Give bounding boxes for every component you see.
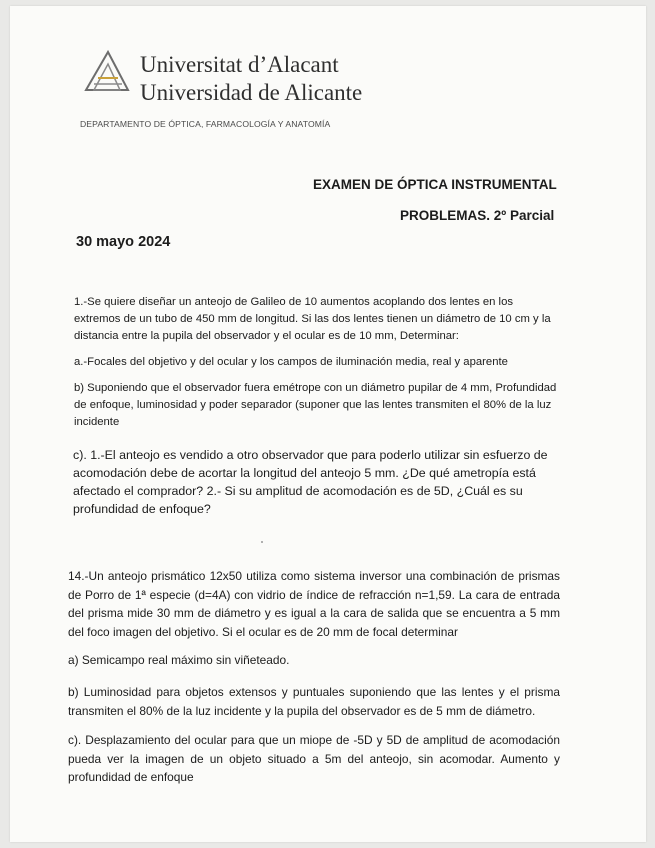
exam-subtitle: PROBLEMAS. 2º Parcial [400, 208, 555, 223]
scan-speck [261, 541, 263, 543]
problem-1-part-a: a.-Focales del objetivo y del ocular y los campos de iluminación media, real y aparente [74, 356, 508, 368]
exam-date: 30 mayo 2024 [76, 234, 171, 250]
problem-14-part-b: b) Luminosidad para objetos extensos y puntuales suponiendo que las lentes y el prisma transmiten el 80% de la luz incidente y la pupila del observador es de 5 mm de diámetro. [68, 685, 560, 718]
university-name-spanish: Universidad de Alicante [140, 80, 363, 105]
problem-1-part-c: c). 1.-El anteojo es vendido a otro observador que para poderlo utilizar sin esfuerzo de acomodación debe de acortar la longitud del anteojo 5 mm. ¿De qué ametropía está afectado el comprador? 2.- Si su amplitud de acomodación es de 5D, ¿Cuál es su profundidad de enfoque? [73, 448, 548, 516]
department-name: DEPARTAMENTO DE ÓPTICA, FARMACOLOGÍA Y ANATOMÍA [80, 119, 331, 129]
problem-14-part-a: a) Semicampo real máximo sin viñeteado. [68, 653, 290, 667]
problem-14-part-c: c). Desplazamiento del ocular para que un miope de -5D y 5D de amplitud de acomodación pueda ver la imagen de un objeto situado a 5m del anteojo, sin acomodar. Aumento y profundidad de enfoque [68, 733, 560, 784]
problem-1-statement: 1.-Se quiere diseñar un anteojo de Galileo de 10 aumentos acoplando dos lentes en los extremos de un tubo de 450 mm de longitud. Si las dos lentes tienen un diámetro de 10 cm y la distancia entre la pupila del observador y el ocular es de 10 mm, Determinar: [74, 296, 551, 342]
university-name-valencian: Universitat d’Alacant [140, 52, 339, 77]
exam-title: EXAMEN DE ÓPTICA INSTRUMENTAL [313, 177, 557, 192]
university-logo-icon [84, 48, 130, 92]
problem-1-part-b: b) Suponiendo que el observador fuera emétrope con un diámetro pupilar de 4 mm, Profundidad de enfoque, luminosidad y poder separador (suponer que las lentes transmiten el 80% de la luz incidente [74, 382, 557, 428]
problem-14-statement: 14.-Un anteojo prismático 12x50 utiliza como sistema inversor una combinación de prismas de Porro de 1ª especie (d=4A) con vidrio de índice de refracción n=1,59. La cara de entrada del prisma mide 30 mm de diámetro y es igual a la cara de salida que se encuentra a 5 mm del foco imagen del objetivo. Si el ocular es de 20 mm de focal determinar [68, 569, 560, 639]
